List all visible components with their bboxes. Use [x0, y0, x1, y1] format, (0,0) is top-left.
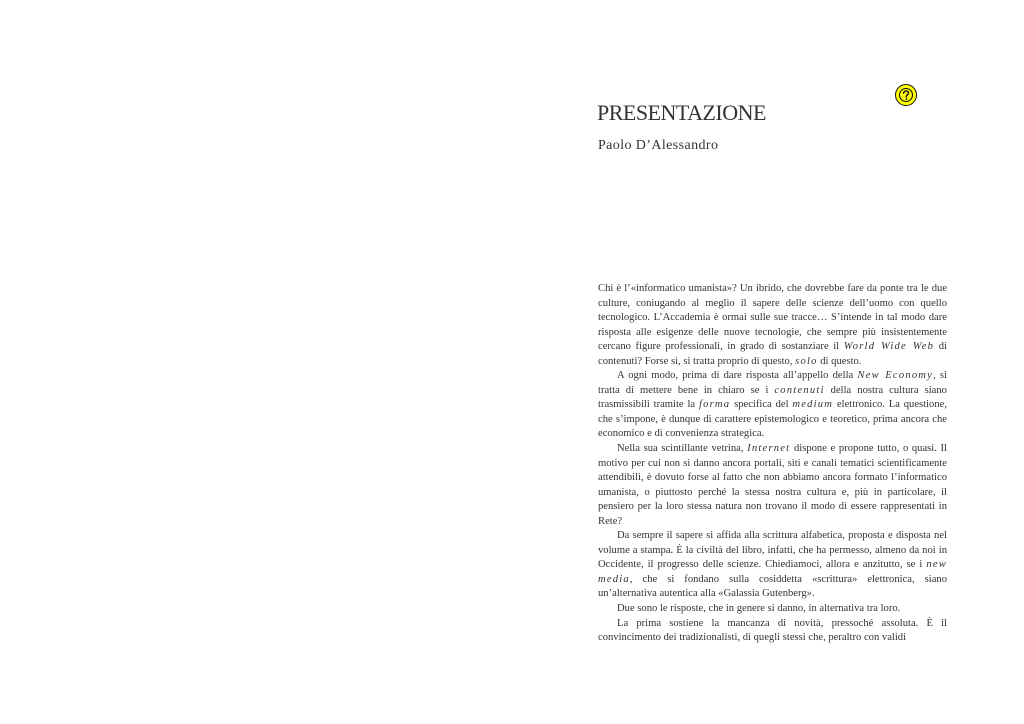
paragraph-text: A ogni modo, prima di dare risposta all’appello della: [617, 370, 858, 382]
emphasized-term: World Wide Web: [843, 341, 935, 353]
paragraph-text: , si tratta di mettere bene in chiaro se i: [598, 370, 947, 396]
paragraph-text: , che si fondano sulla cosiddetta «scrittura» elettronica, siano un’alternativa autentica alla «Galassia Gutenberg».: [598, 573, 947, 600]
body-paragraph: [598, 442, 947, 529]
body-paragraph: [598, 602, 947, 617]
paragraph-text: Chi è l’«informatico umanista»? Un ibrido, che dovrebbe fare da ponte tra le due culture, coniugando al meglio il sapere delle scienze dell’uomo con quello tecnologico. L’Accademia è ormai sulle sue tracce… S’intende in tal modo dare risposta alle esigenze delle nuove tecnologie, che sempre più insistentemente cercano figure professionali, in grado di sostanziare il: [598, 283, 947, 353]
emphasized-term: new media: [598, 559, 947, 585]
emphasized-term: contenuti: [774, 384, 825, 396]
paragraph-text: della nostra cultura siano trasmissibili tramite la: [598, 384, 947, 411]
paragraph-text: Da sempre il sapere si affida alla scrittura alfabetica, proposta e disposta nel volume a stampa. È la civiltà del libro, infatti, che ha permesso, almeno da noi in Occidente, il progresso delle scienze. Chiediamoci, allora e anzitutto, se i: [598, 530, 947, 571]
body-paragraph: [598, 529, 947, 602]
help-button[interactable]: [895, 84, 917, 106]
author-name: Paolo D’Alessandro: [598, 138, 719, 153]
paragraph-text: elettronico. La questione, che s’impone, è dunque di carattere epistemologico e teoretico, prima ancora che economico e di convenienza strategica.: [598, 399, 947, 440]
emphasized-term: solo: [795, 355, 818, 367]
emphasized-term: forma: [698, 399, 731, 411]
paragraph-text: di questo.: [817, 355, 862, 367]
emphasized-term: medium: [792, 399, 834, 411]
body-paragraph: [598, 617, 947, 646]
paragraph-text: di contenuti? Forse sì, si tratta proprio di questo,: [598, 341, 947, 367]
emphasized-term: New Economy: [857, 370, 934, 382]
emphasized-term: Internet: [747, 443, 791, 455]
paragraph-text: dispone e propone tutto, o quasi. Il motivo per cui non si danno ancora portali, siti e canali tematici scientificamente attendibili, è dovuto forse al fatto che non abbiamo ancora formato l’informatico umanista, o piuttosto perché la stessa nostra cultura e, più in particolare, il pensiero per la loro stessa natura non trovano il modo di essere rappresentati in Rete?: [598, 443, 948, 527]
paragraph-text: specifica del: [730, 399, 793, 411]
paragraph-text: Due sono le risposte, che in genere si danno, in alternativa tra loro.: [617, 603, 901, 615]
paragraph-text: Nella sua scintillante vetrina,: [617, 443, 748, 455]
body-paragraph: [598, 282, 947, 369]
question-mark-icon: [897, 86, 915, 104]
body-paragraph: [598, 369, 947, 442]
body-text: [598, 282, 947, 646]
page-title: PRESENTAZIONE: [597, 100, 766, 125]
paragraph-text: La prima sostiene la mancanza di novità, pressoché assoluta. È il convincimento dei tradizionalisti, di quegli stessi che, peraltro con validi: [598, 617, 947, 644]
